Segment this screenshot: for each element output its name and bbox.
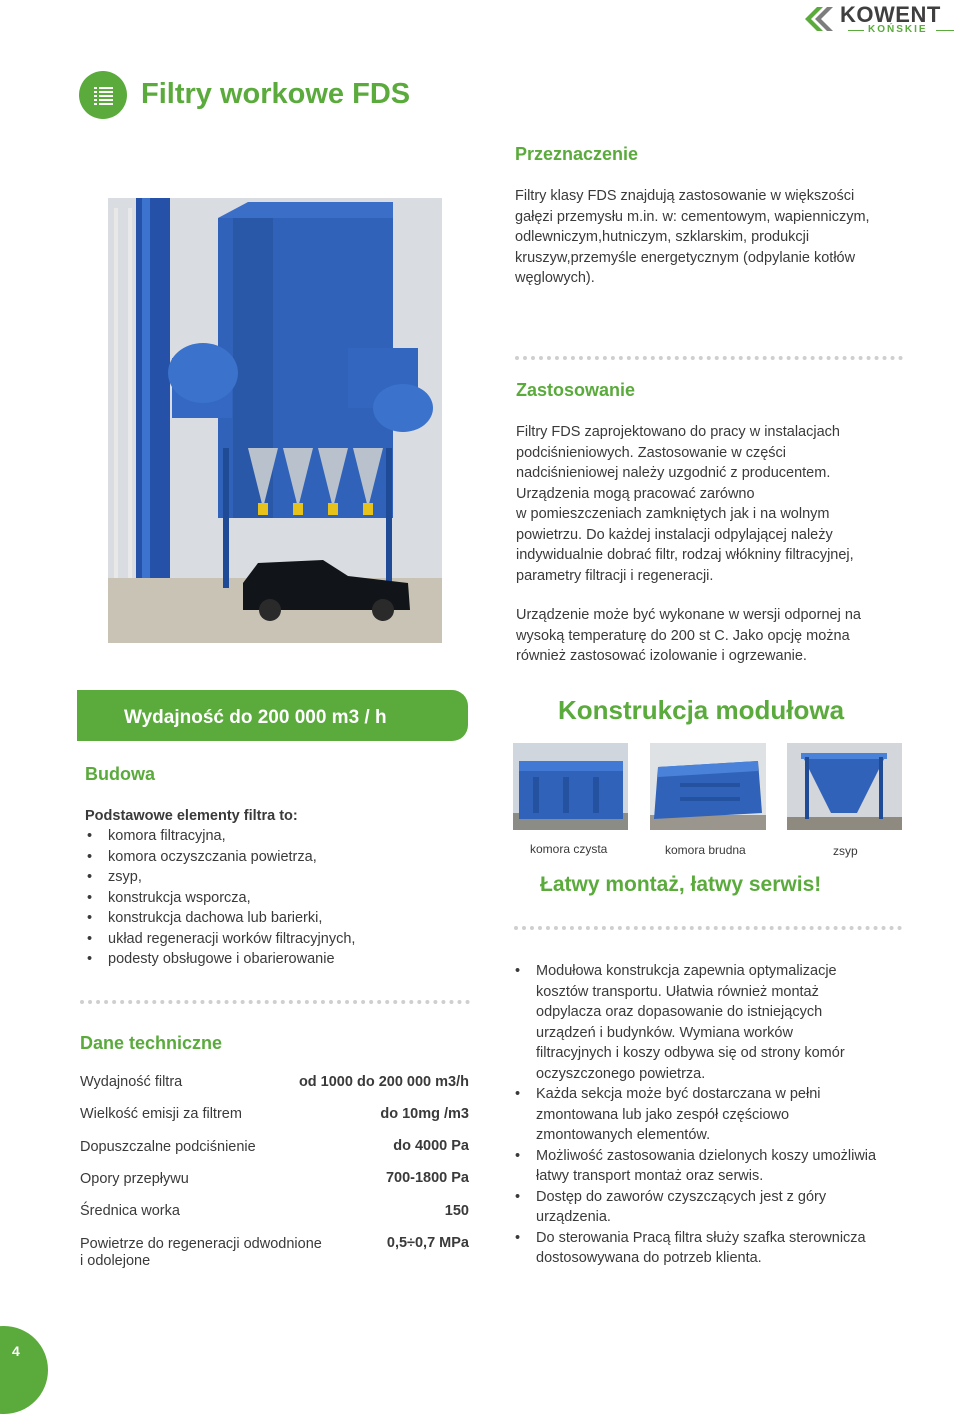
- tech-value: od 1000 do 200 000 m3/h: [298, 1074, 469, 1090]
- dotted-divider: [514, 926, 902, 930]
- brand-city: KOŃSKIE: [868, 24, 928, 35]
- module-photo-dirty-chamber: [650, 743, 766, 830]
- list-item: • Każda sekcja może być dostarczana w pełni zmontowana lub jako zespół częściowo zmontowanych elementów.: [513, 1084, 943, 1146]
- module-photo-clean-chamber: [513, 743, 628, 830]
- section-heading-zastosowanie: Zastosowanie: [516, 380, 636, 400]
- caption-komora-brudna: komora brudna: [665, 843, 746, 857]
- zastosowanie-text-2: Urządzenie może być wykonane w wersji odpornej na wysoką temperaturę do 200 st C. Jako opcję można również zastosować izolowanie i ogrzewanie.: [516, 607, 861, 664]
- caption-komora-czysta: komora czysta: [530, 842, 608, 856]
- tech-value: do 10mg /m3: [380, 1106, 469, 1122]
- page-title: Filtry workowe FDS: [141, 78, 411, 110]
- tech-value: 150: [444, 1203, 469, 1219]
- tech-label: Dopuszczalne podciśnienie: [80, 1139, 256, 1155]
- section-heading-budowa: Budowa: [85, 764, 155, 784]
- kowent-logo-icon: [803, 4, 835, 34]
- tech-label: Wielkość emisji za filtrem: [80, 1106, 242, 1122]
- section-heading-dane-techniczne: Dane techniczne: [80, 1033, 223, 1053]
- section-heading-przeznaczenie: Przeznaczenie: [515, 144, 639, 164]
- zastosowanie-text: Filtry FDS zaprojektowano do pracy w instalacjach podciśnieniowych. Zastosowanie w części nadciśnieniowej należy uzgodnić z producentem. Urządzenia mogą pracować zarówno w pomieszczeniach zamkniętych jak i na wolnym powietrzu. Do każdej instalacji odpylającej należy indywidualnie dobrać filtr, rodzaj włókniny filtracyjnej, parametry filtracji i regeneracji.: [516, 424, 854, 584]
- konstrukcja-list: [513, 961, 943, 1269]
- list-item: • Możliwość zastosowania dzielonych koszy umożliwia łatwy transport montaż oraz serwis.: [513, 1146, 943, 1187]
- page-number: 4: [12, 1343, 20, 1359]
- capacity-banner-text: Wydajność do 200 000 m3 / h: [124, 707, 387, 728]
- przeznaczenie-text: Filtry klasy FDS znajdują zastosowanie w większości gałęzi przemysłu m.in. w: cementowym, wapienniczym, odlewniczym,hutniczym, szklarskim, produkcji kruszyw,przemyśle energetycznym (odpylanie kotłów węglowych).: [515, 188, 870, 286]
- budowa-intro: Podstawowe elementy filtra to:: [85, 808, 298, 824]
- list-item: • układ regeneracji worków filtracyjnych,: [85, 929, 445, 950]
- brand-name: KOWENT: [840, 2, 941, 27]
- tech-value: do 4000 Pa: [393, 1138, 469, 1154]
- list-item: • zsyp,: [85, 867, 445, 888]
- module-photo-hopper: [787, 743, 902, 830]
- dotted-divider: [515, 356, 903, 360]
- list-item: • konstrukcja dachowa lub barierki,: [85, 908, 445, 929]
- tech-label: Średnica worka: [80, 1203, 180, 1219]
- tech-label: Opory przepływu: [80, 1171, 189, 1187]
- tech-value: 700-1800 Pa: [385, 1170, 469, 1186]
- filter-installation-photo: [108, 198, 442, 643]
- list-icon: [79, 71, 127, 119]
- page-number-badge: [0, 1326, 48, 1414]
- budowa-list: [85, 826, 445, 970]
- slogan: Łatwy montaż, łatwy serwis!: [540, 873, 822, 896]
- list-item: • Do sterowania Pracą filtra służy szafka sterownicza dostosowywana do potrzeb klienta.: [513, 1228, 943, 1269]
- caption-zsyp: zsyp: [833, 844, 858, 858]
- logo-divider: [848, 30, 864, 31]
- logo-divider: [936, 30, 954, 31]
- tech-label: Wydajność filtra: [80, 1074, 183, 1090]
- list-item: • Dostęp do zaworów czyszczących jest z góry urządzenia.: [513, 1187, 943, 1228]
- list-item: • Modułowa konstrukcja zapewnia optymalizacje kosztów transportu. Ułatwia również montaż odpylacza oraz dopasowanie do istniejących urządzeń i budynków. Wymiana worków filtracyjnych i koszy odbywa się od strony komór oczyszczonego powietrza.: [513, 961, 943, 1084]
- list-item: • komora filtracyjna,: [85, 826, 445, 847]
- section-heading-konstrukcja: Konstrukcja modułowa: [558, 695, 845, 725]
- list-item: • konstrukcja wsporcza,: [85, 888, 445, 909]
- dotted-divider: [80, 1000, 470, 1004]
- list-item: • podesty obsługowe i obarierowanie: [85, 949, 445, 970]
- tech-value: 0,5÷0,7 MPa: [386, 1235, 469, 1251]
- tech-label: Powietrze do regeneracji odwodnione i odolejone: [80, 1236, 322, 1269]
- list-item: • komora oczyszczania powietrza,: [85, 847, 445, 868]
